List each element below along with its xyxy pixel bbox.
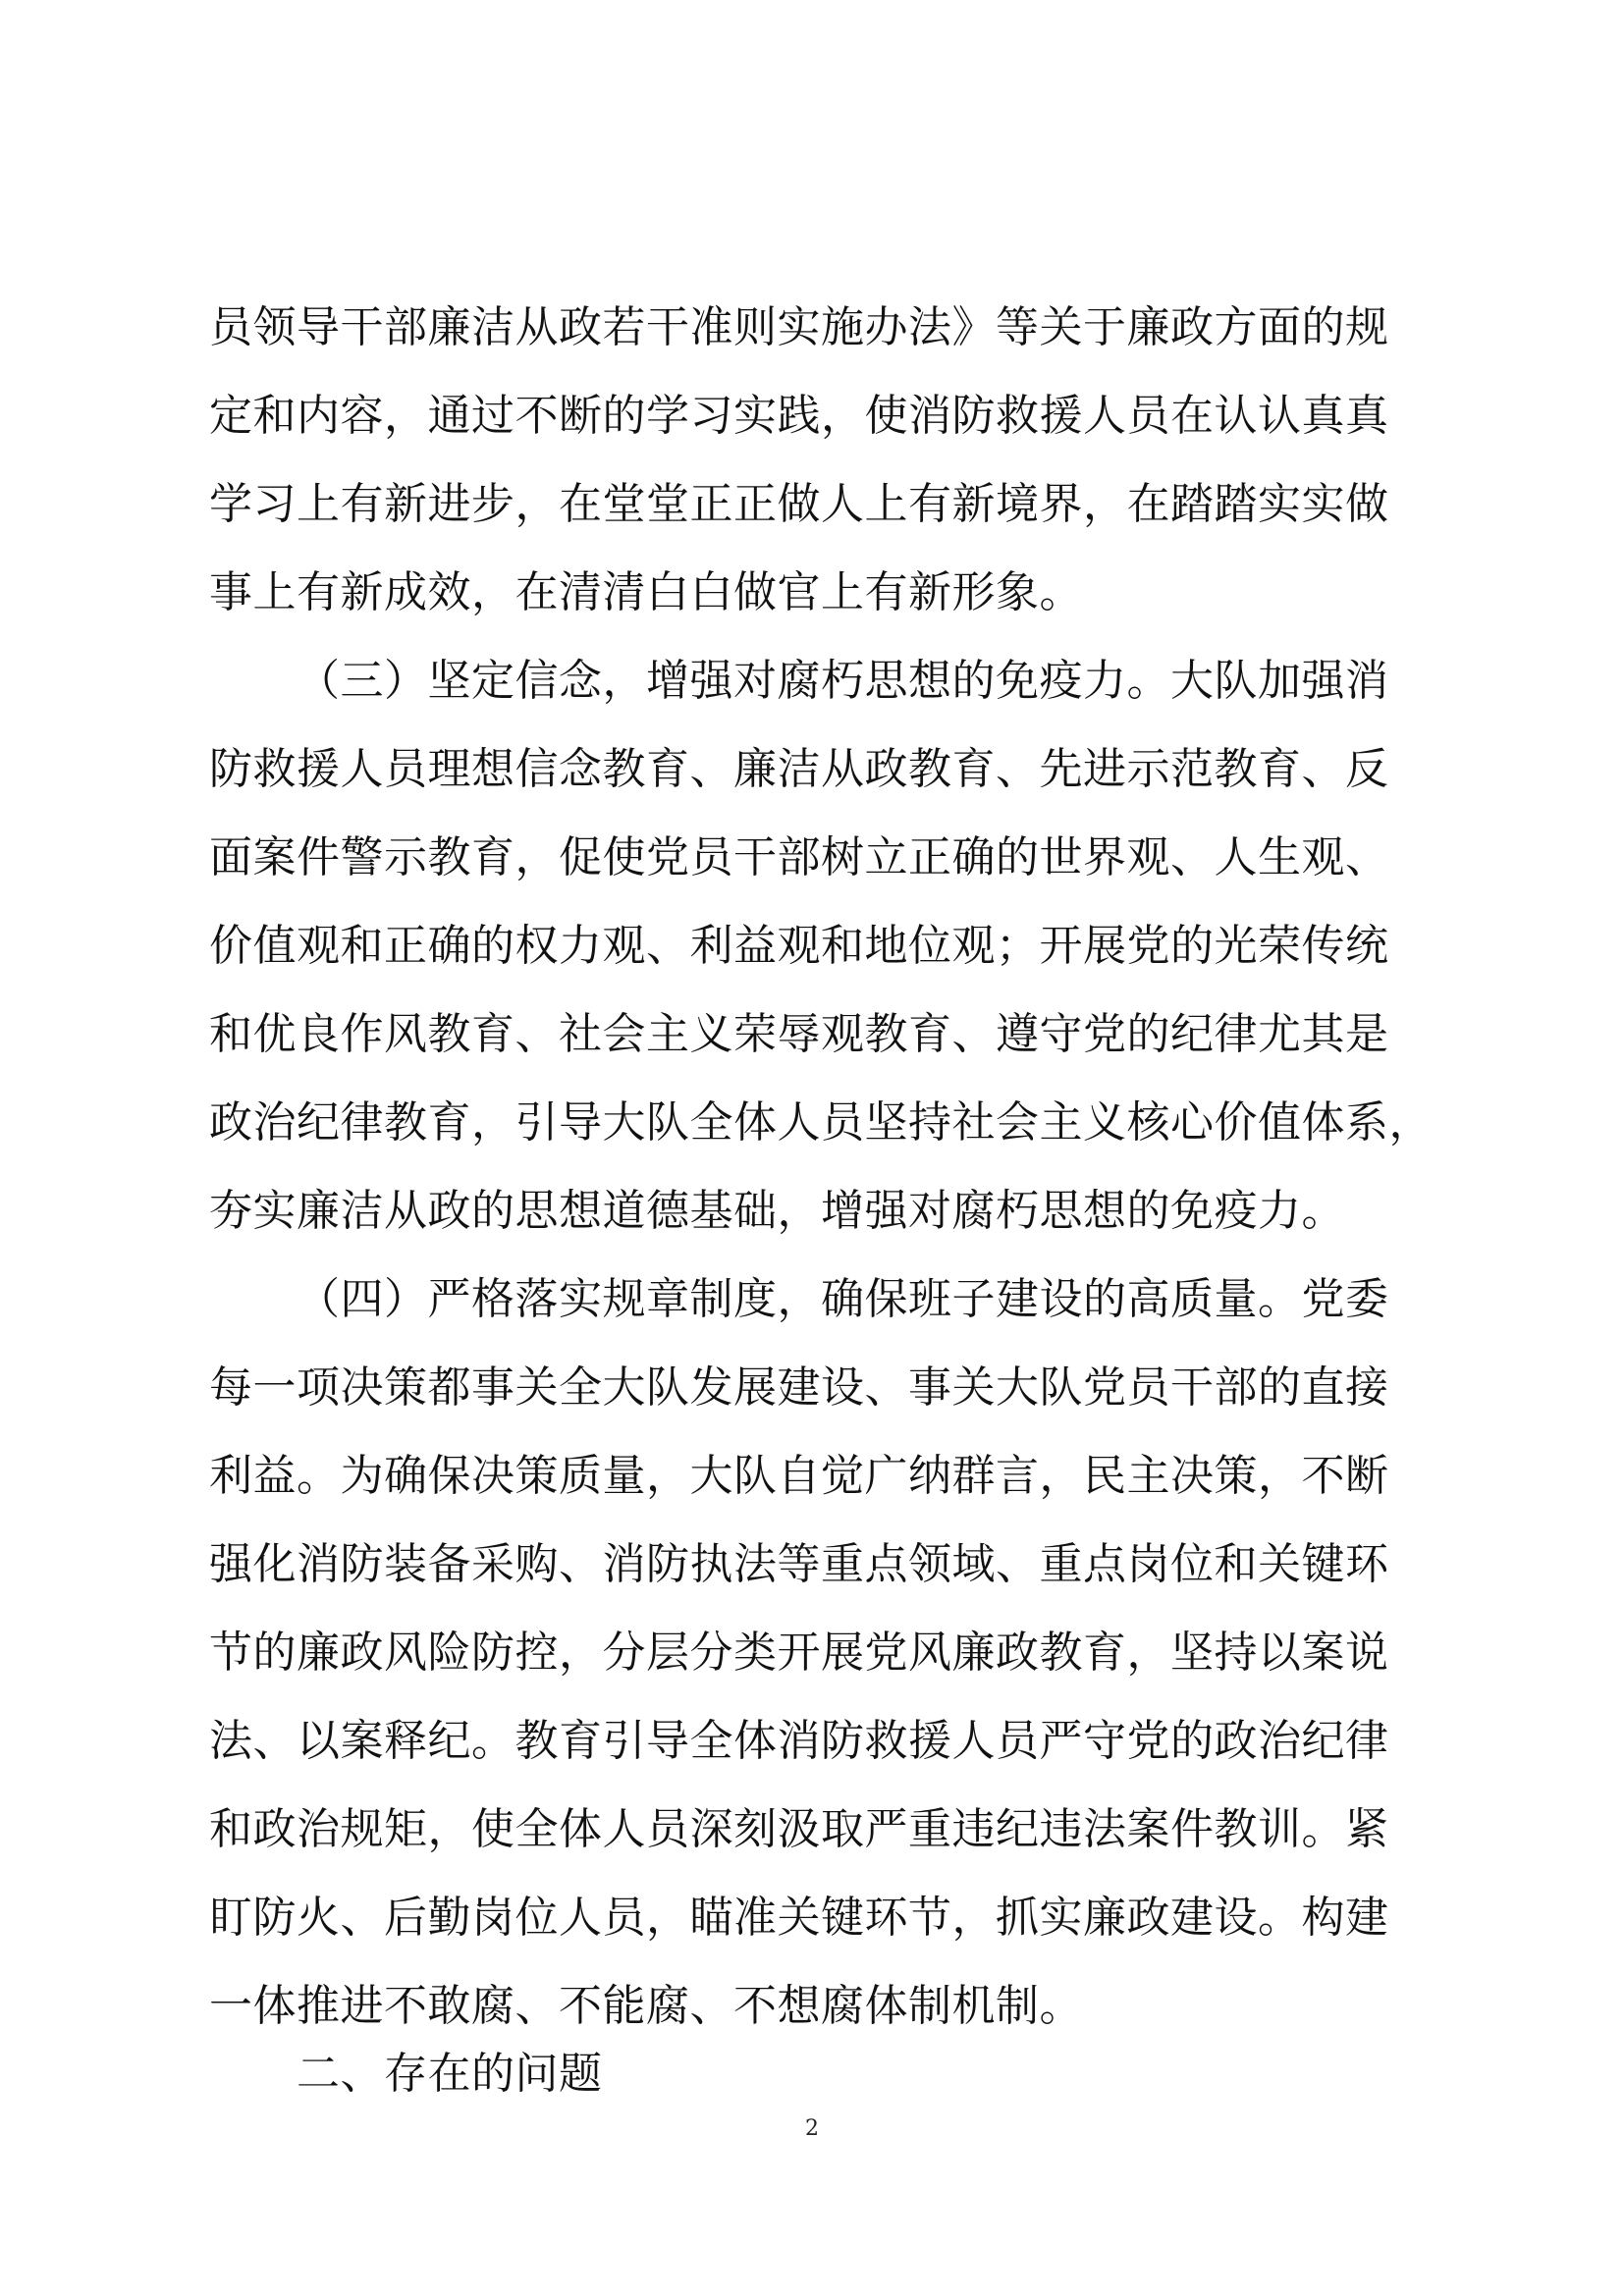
text-line: 员领导干部廉洁从政若干准则实施办法》等关于廉政方面的规 [209, 302, 1389, 352]
section-heading-2: 二、存在的问题 [297, 2049, 603, 2099]
text-line: 价值观和正确的权力观、利益观和地位观；开展党的光荣传统 [209, 921, 1389, 971]
text-line: 和优良作风教育、社会主义荣辱观教育、遵守党的纪律尤其是 [209, 1009, 1389, 1059]
text-line: 学习上有新进步，在堂堂正正做人上有新境界，在踏踏实实做 [209, 479, 1389, 529]
text-line: 强化消防装备采购、消防执法等重点领域、重点岗位和关键环 [209, 1539, 1389, 1589]
text-line: 节的廉政风险防控，分层分类开展党风廉政教育，坚持以案说 [209, 1628, 1389, 1678]
text-line: 法、以案释纪。教育引导全体消防救援人员严守党的政治纪律 [209, 1716, 1389, 1766]
section-heading-4: （四）严格落实规章制度，确保班子建设的高质量。党委 [297, 1274, 1389, 1324]
text-line: 和政治规矩，使全体人员深刻汲取严重违纪违法案件教训。紧 [209, 1804, 1389, 1854]
text-line: 盯防火、后勤岗位人员，瞄准关键环节，抓实廉政建设。构建 [209, 1893, 1389, 1943]
page-number: 2 [805, 2116, 819, 2141]
text-line: 事上有新成效，在清清白白做官上有新形象。 [209, 567, 1083, 617]
text-line: 夯实廉洁从政的思想道德基础，增强对腐朽思想的免疫力。 [209, 1186, 1345, 1236]
text-line: 政治纪律教育，引导大队全体人员坚持社会主义核心价值体系， [209, 1097, 1433, 1148]
text-line: 每一项决策都事关全大队发展建设、事关大队党员干部的直接 [209, 1362, 1389, 1413]
text-line: 面案件警示教育，促使党员干部树立正确的世界观、人生观、 [209, 832, 1389, 882]
text-line: 利益。为确保决策质量，大队自觉广纳群言，民主决策，不断 [209, 1451, 1389, 1501]
text-line: 一体推进不敢腐、不能腐、不想腐体制机制。 [209, 1981, 1083, 2031]
section-heading-3: （三）坚定信念，增强对腐朽思想的免疫力。大队加强消 [297, 656, 1389, 706]
text-line: 防救援人员理想信念教育、廉洁从政教育、先进示范教育、反 [209, 744, 1389, 794]
text-line: 定和内容，通过不断的学习实践，使消防救援人员在认认真真 [209, 391, 1389, 441]
